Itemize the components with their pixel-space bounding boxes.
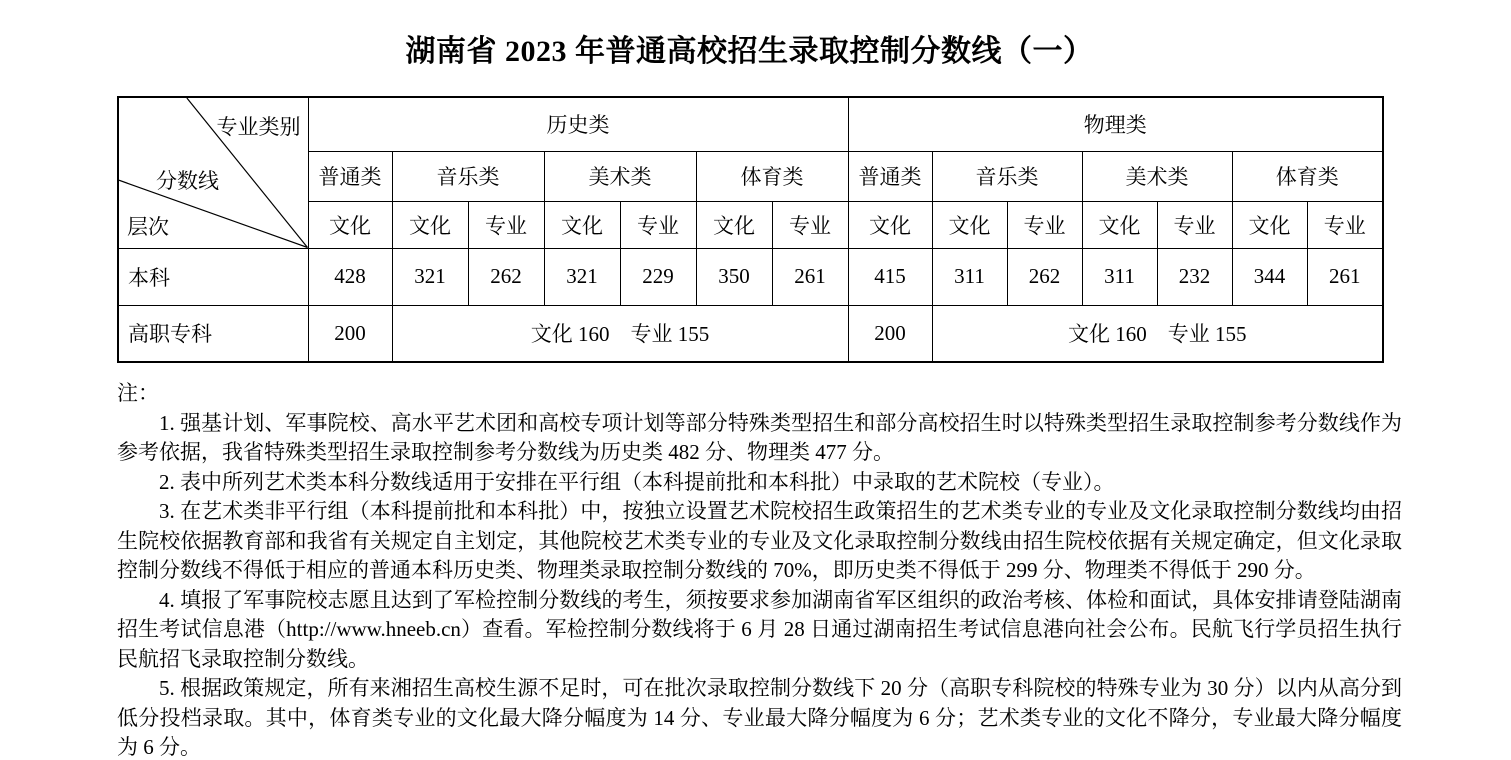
score-table xyxy=(117,96,1384,363)
note-item-1: 1. 强基计划、军事院校、高水平艺术团和高校专项计划等部分特殊类型招生和部分高校招生时以特殊类型招生录取控制参考分数线作为参考依据，我省特殊类型招生录取控制参考分数线为历史类 482 分、物理类 477 分。 xyxy=(117,410,1402,464)
score-cell: 344 xyxy=(1232,248,1307,305)
score-cell: 200 xyxy=(848,305,932,362)
subheader-culture: 文化 xyxy=(1082,201,1157,248)
category-header-music-physics: 音乐类 xyxy=(932,151,1082,201)
score-cell: 311 xyxy=(1082,248,1157,305)
subheader-culture: 文化 xyxy=(308,201,392,248)
category-header-general-history: 普通类 xyxy=(308,151,392,201)
score-cell: 262 xyxy=(1007,248,1082,305)
notes-section xyxy=(117,379,1402,760)
row-header-gaozhi: 高职专科 xyxy=(118,305,308,362)
score-cell: 415 xyxy=(848,248,932,305)
score-cell: 428 xyxy=(308,248,392,305)
subheader-culture: 文化 xyxy=(696,201,772,248)
notes-label: 注： xyxy=(117,381,159,405)
subheader-major: 专业 xyxy=(1307,201,1383,248)
score-cell: 229 xyxy=(620,248,696,305)
note-item-4: 4. 填报了军事院校志愿且达到了军检控制分数线的考生，须按要求参加湖南省军区组织的政治考核、体检和面试，具体安排请登陆湖南招生考试信息港（http://www.hneeb.cn）查看。军检控制分数线将于 6 月 28 日通过湖南招生考试信息港向社会公布。民航飞行学员招生执行民航招飞录取控制分数线。 xyxy=(117,587,1402,671)
corner-header-cell xyxy=(118,97,308,248)
group-header-physics: 物理类 xyxy=(848,97,1383,151)
score-cell: 321 xyxy=(544,248,620,305)
score-cell: 311 xyxy=(932,248,1007,305)
note-item-5: 5. 根据政策规定，所有来湘招生高校生源不足时，可在批次录取控制分数线下 20 分（高职专科院校的特殊专业为 30 分）以内从高分到低分投档录取。其中，体育类专业的文化最大降分幅度为 14 分、专业最大降分幅度为 6 分；艺术类专业的文化不降分，专业最大降分幅度为 6 分。 xyxy=(117,676,1402,759)
subheader-culture: 文化 xyxy=(932,201,1007,248)
subheader-major: 专业 xyxy=(468,201,544,248)
note-item-2: 2. 表中所列艺术类本科分数线适用于安排在平行组（本科提前批和本科批）中录取的艺术院校（专业）。 xyxy=(159,469,1115,494)
category-header-general-physics: 普通类 xyxy=(848,151,932,201)
subheader-major: 专业 xyxy=(620,201,696,248)
page-title: 湖南省 2023 年普通高校招生录取控制分数线（一） xyxy=(405,35,1094,68)
subheader-culture: 文化 xyxy=(1232,201,1307,248)
subheader-culture: 文化 xyxy=(544,201,620,248)
merged-score-cell-history: 文化 160 专业 155 xyxy=(392,305,848,362)
score-cell: 200 xyxy=(308,305,392,362)
category-header-sports-history: 体育类 xyxy=(696,151,848,201)
table-row-gaozhi xyxy=(118,305,1383,362)
row-header-benke: 本科 xyxy=(118,248,308,305)
score-cell: 261 xyxy=(772,248,848,305)
note-item-3: 3. 在艺术类非平行组（本科提前批和本科批）中，按独立设置艺术院校招生政策招生的艺术类专业的专业及文化录取控制分数线均由招生院校依据教育部和我省有关规定自主划定，其他院校艺术类专业的专业及文化录取控制分数线由招生院校依据有关规定确定，但文化录取控制分数线不得低于相应的普通本科历史类、物理类录取控制分数线的 70%，即历史类不得低于 299 分、物理类不得低于 290 分。 xyxy=(117,499,1402,582)
score-cell: 350 xyxy=(696,248,772,305)
subheader-major: 专业 xyxy=(772,201,848,248)
corner-label-score: 分数线 xyxy=(156,169,219,193)
category-header-art-physics: 美术类 xyxy=(1082,151,1232,201)
merged-score-cell-physics: 文化 160 专业 155 xyxy=(932,305,1383,362)
table-row-benke xyxy=(118,248,1383,305)
subheader-major: 专业 xyxy=(1157,201,1232,248)
category-header-sports-physics: 体育类 xyxy=(1232,151,1383,201)
document-content xyxy=(117,26,1402,760)
corner-label-level: 层次 xyxy=(127,215,169,239)
subheader-culture: 文化 xyxy=(392,201,468,248)
subheader-major: 专业 xyxy=(1007,201,1082,248)
subheader-culture: 文化 xyxy=(848,201,932,248)
score-cell: 261 xyxy=(1307,248,1383,305)
score-cell: 232 xyxy=(1157,248,1232,305)
score-cell: 321 xyxy=(392,248,468,305)
score-cell: 262 xyxy=(468,248,544,305)
category-header-art-history: 美术类 xyxy=(544,151,696,201)
corner-label-category: 专业类别 xyxy=(216,115,301,139)
group-header-history: 历史类 xyxy=(308,97,848,151)
category-header-music-history: 音乐类 xyxy=(392,151,544,201)
